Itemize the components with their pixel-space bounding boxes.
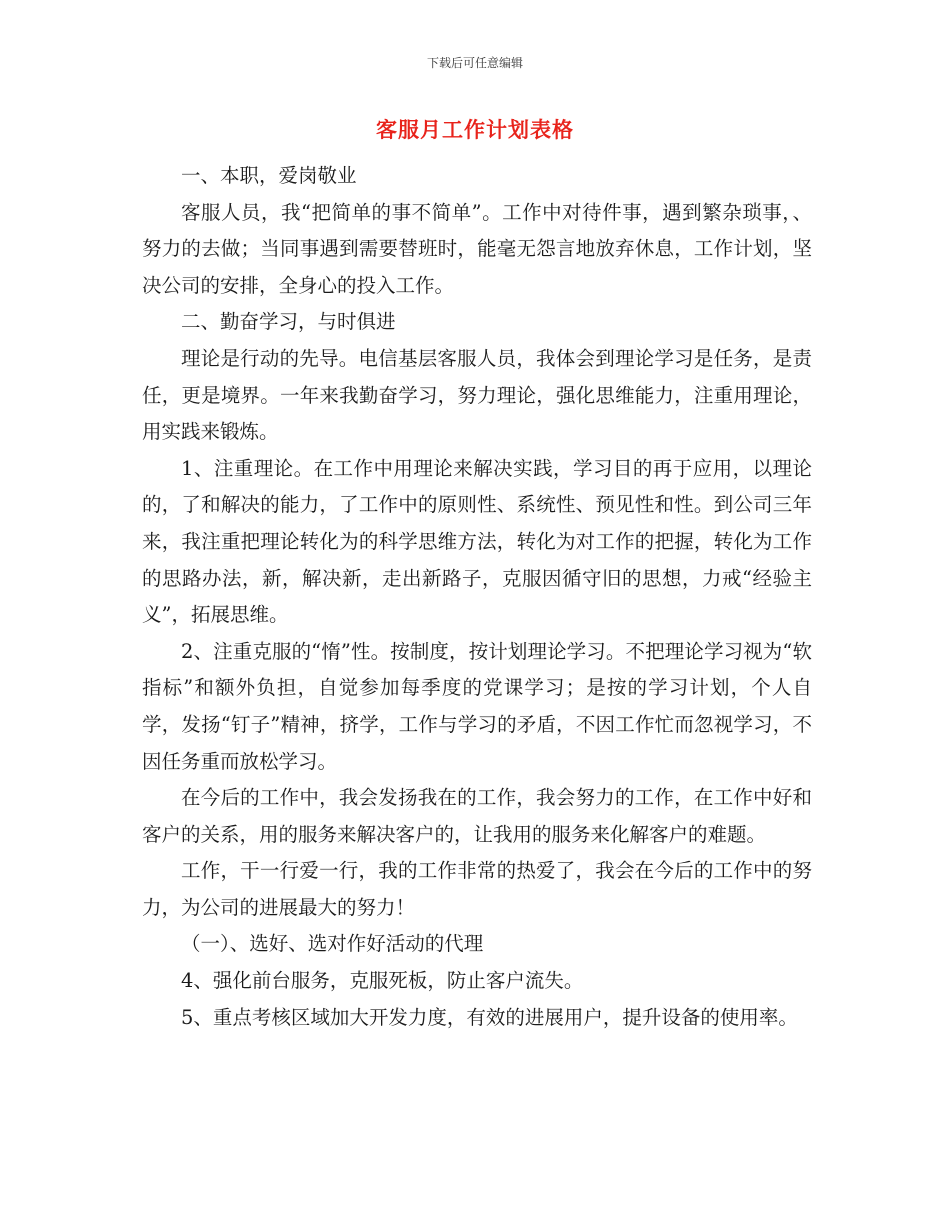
- paragraph: 1、注重理论。在工作中用理论来解决实践，学习目的再于应用，以理论的，了和解决的能力，了工作中的原则性、系统性、预见性和性。到公司三年来，我注重把理论转化为的科学思维方法，转化为对工作的把握，转化为工作的思路办法，新，解决新，走出新路子，克服因循守旧的思想，力戒“经验主义”，拓展思维。: [142, 456, 812, 627]
- list-item: 4、强化前台服务，克服死板，防止客户流失。: [181, 969, 584, 993]
- paragraph: 2、注重克服的“惰”性。按制度，按计划理论学习。不把理论学习视为“软指标”和额外负担，自觉参加每季度的党课学习；是按的学习计划，个人自学，发扬“钉子”精神，挤学，工作与学习的矛盾，不因工作忙而忽视学习，不因任务重而放松学习。: [142, 639, 812, 773]
- section-heading-2: 二、勤奋学习，与时俱进: [181, 310, 396, 334]
- paragraph: 工作，干一行爱一行，我的工作非常的热爱了，我会在今后的工作中的努力，为公司的进展最大的努力！: [142, 859, 812, 919]
- paragraph: 客服人员，我“把简单的事不简单”。工作中对待件事，遇到繁杂琐事，、努力的去做；当同事遇到需要替班时，能毫无怨言地放弃休息，工作计划，坚决公司的安排，全身心的投入工作。: [142, 200, 812, 297]
- header-note: 下载后可任意编辑: [426, 56, 523, 70]
- document-body: [142, 158, 812, 1036]
- subsection-heading: （一）、选好、选对作好活动的代理: [181, 932, 484, 956]
- document-title: 客服月工作计划表格: [376, 118, 574, 142]
- paragraph: 理论是行动的先导。电信基层客服人员，我体会到理论学习是任务，是责任，更是境界。一年来我勤奋学习，努力理论，强化思维能力，注重用理论，用实践来锻炼。: [142, 346, 812, 444]
- section-heading-1: 一、本职，爱岗敬业: [181, 164, 357, 187]
- list-item: 5、重点考核区域加大开发力度，有效的进展用户，提升设备的使用率。: [181, 1005, 798, 1029]
- paragraph: 在今后的工作中，我会发扬我在的工作，我会努力的工作，在工作中好和客户的关系，用的服务来解决客户的，让我用的服务来化解客户的难题。: [142, 786, 812, 846]
